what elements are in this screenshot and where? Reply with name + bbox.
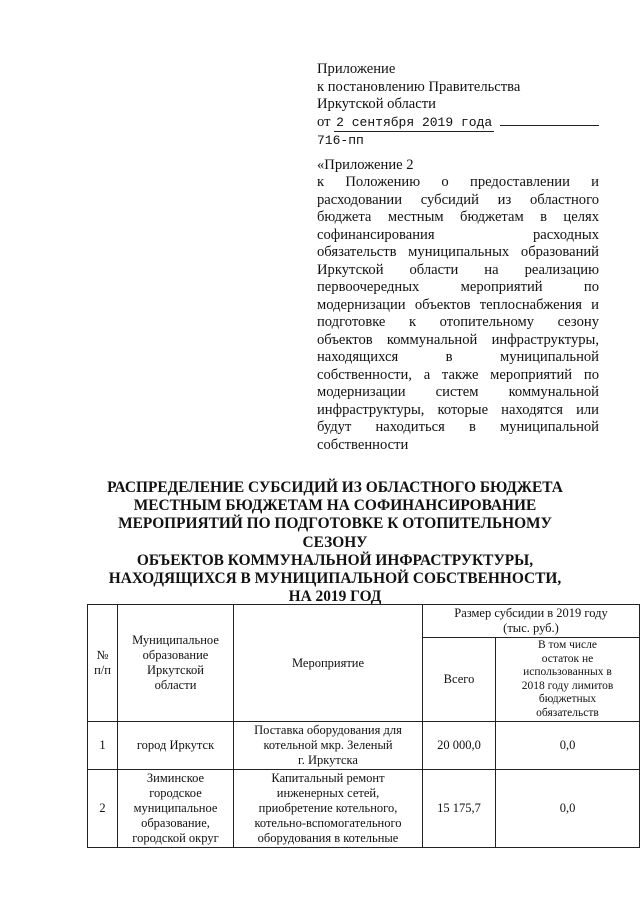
header-body-line: первоочередных мероприятий по <box>317 279 599 295</box>
header-date-line <box>317 114 599 133</box>
header-resolution-ref: к постановлению Правительства <box>317 78 521 95</box>
row-remainder: 0,0 <box>496 722 640 770</box>
header-region: Иркутской области <box>317 96 436 112</box>
document-title <box>95 479 575 606</box>
header-body-line: к Положению о предоставлении и <box>317 174 599 190</box>
header-date-prefix: от <box>317 113 331 130</box>
document-header <box>317 61 599 454</box>
header-municipality-cell: Муниципальное образование Иркутской области <box>118 605 234 722</box>
header-body-line: инфраструктуры, которые находятся или <box>317 401 599 418</box>
header-body-line: подготовке к отопительному сезону <box>317 314 599 330</box>
header-total-cell: Всего <box>423 638 496 722</box>
row-total: 20 000,0 <box>423 722 496 770</box>
header-body-line: Иркутской области на реализацию <box>317 261 599 278</box>
header-body-line: будут находиться в муниципальной <box>317 419 599 435</box>
header-appendix2-title: «Приложение 2 <box>317 156 414 173</box>
header-num-cell: № п/п <box>88 605 118 722</box>
title-line: ОБЪЕКТОВ КОММУНАЛЬНОЙ ИНФРАСТРУКТУРЫ, <box>136 551 534 569</box>
title-line: МЕРОПРИЯТИЙ ПО ПОДГОТОВКЕ К ОТОПИТЕЛЬНОМУ СЕЗОНУ <box>118 515 552 551</box>
header-appendix-label: Приложение <box>317 61 396 77</box>
title-line: МЕСТНЫМ БЮДЖЕТАМ НА СОФИНАНСИРОВАНИЕ <box>133 497 537 515</box>
row-num: 2 <box>88 770 118 848</box>
title-line: РАСПРЕДЕЛЕНИЕ СУБСИДИЙ ИЗ ОБЛАСТНОГО БЮДЖЕТА <box>107 479 563 496</box>
header-subsidy-cell: Размер субсидии в 2019 году (тыс. руб.) <box>423 605 640 638</box>
table-row <box>88 722 640 770</box>
row-municipality: город Иркутск <box>118 722 234 770</box>
header-body-line: расходовании субсидий из областного <box>317 191 599 208</box>
subsidy-table <box>87 604 640 848</box>
header-remainder-cell: В том числе остаток не использованных в 2018 году лимитов бюджетных обязательств <box>496 638 640 722</box>
header-body-line: модернизации объектов теплоснабжения и <box>317 296 599 313</box>
header-body-line: обязательств муниципальных образований <box>317 244 599 260</box>
table-header-row <box>88 605 640 638</box>
header-body-line: бюджета местным бюджетам в целях <box>317 209 599 225</box>
header-body-line: объектов коммунальной инфраструктуры, <box>317 331 599 348</box>
row-num: 1 <box>88 722 118 770</box>
row-remainder: 0,0 <box>496 770 640 848</box>
header-resolution-number: 716-пп <box>317 133 364 148</box>
header-body-line: софинансирования расходных <box>317 226 599 243</box>
header-body-line: находящихся в муниципальной <box>317 349 599 365</box>
row-measure: Поставка оборудования для котельной мкр. Зеленый г. Иркутска <box>234 722 423 770</box>
row-municipality: Зиминское городское муниципальное образование, городской округ <box>118 770 234 848</box>
header-measure-cell: Мероприятие <box>234 605 423 722</box>
title-line: НАХОДЯЩИХСЯ В МУНИЦИПАЛЬНОЙ СОБСТВЕННОСТИ, <box>108 570 562 588</box>
header-body-line: модернизации систем коммунальной <box>317 384 599 400</box>
row-measure: Капитальный ремонт инженерных сетей, приобретение котельного, котельно-вспомогательного оборудования в котельные <box>234 770 423 848</box>
table-row <box>88 770 640 848</box>
header-body-line: собственности, а также мероприятий по <box>317 366 599 383</box>
title-line: НА 2019 ГОД <box>288 588 382 606</box>
row-total: 15 175,7 <box>423 770 496 848</box>
header-body-line: собственности <box>317 436 409 453</box>
header-date-value: 2 сентября 2019 года <box>334 114 494 133</box>
